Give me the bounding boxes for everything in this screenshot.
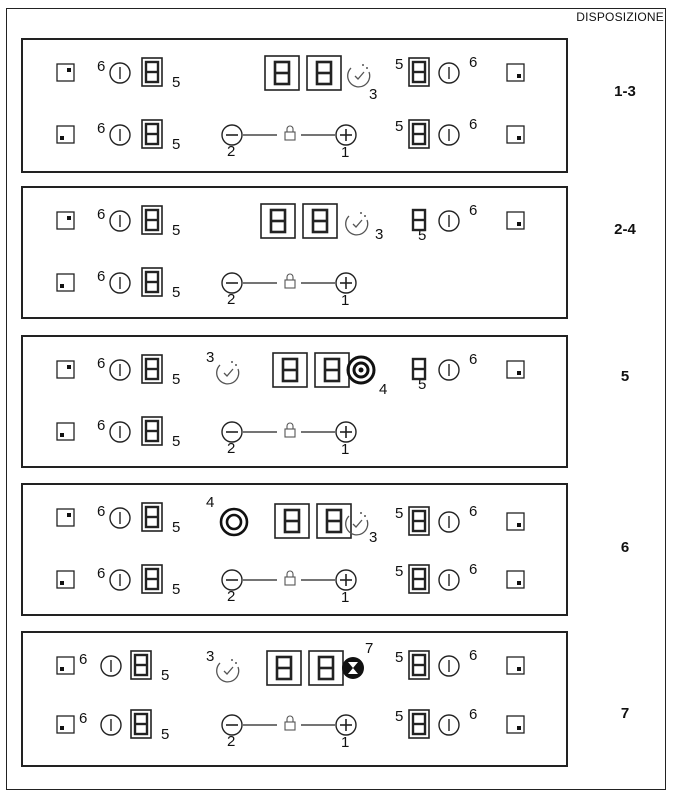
selector-dot-icon <box>60 581 64 585</box>
control-panel-p3 <box>21 335 568 468</box>
callout-number-2: 2 <box>227 143 236 160</box>
selector-dot-icon <box>517 523 521 527</box>
panel-label-p2: 2-4 <box>614 221 636 238</box>
callout-number-5: 5 <box>172 581 181 598</box>
selector-key-icon <box>507 571 524 588</box>
selector-dot-icon <box>67 513 71 517</box>
lock-shackle-icon <box>287 126 293 132</box>
lock-icon <box>285 429 295 437</box>
control-panel-p5 <box>21 631 568 767</box>
selector-key-icon <box>57 361 74 378</box>
callout-number-3: 3 <box>206 349 215 366</box>
selector-key-icon <box>507 716 524 733</box>
panel-label-p1: 1-3 <box>614 83 636 100</box>
callout-number-1: 1 <box>341 292 350 309</box>
selector-key-icon <box>507 212 524 229</box>
callout-number-6: 6 <box>97 503 106 520</box>
callout-number-6: 6 <box>97 206 106 223</box>
callout-number-6: 6 <box>469 54 478 71</box>
callout-number-2: 2 <box>227 588 236 605</box>
panel-elements <box>57 202 524 309</box>
callout-number-5: 5 <box>395 708 404 725</box>
panel-label-p3: 5 <box>620 368 630 385</box>
timer-dot-icon <box>360 212 362 214</box>
callout-number-5: 5 <box>172 222 181 239</box>
control-panel-drawing <box>23 337 570 470</box>
timer-check-icon <box>353 220 362 227</box>
callout-number-2: 2 <box>227 440 236 457</box>
callout-number-6: 6 <box>97 268 106 285</box>
callout-number-5: 5 <box>161 667 170 684</box>
callout-number-6: 6 <box>469 706 478 723</box>
lock-icon <box>285 722 295 730</box>
callout-number-1: 1 <box>341 441 350 458</box>
callout-number-1: 1 <box>341 734 350 751</box>
callout-number-6: 6 <box>97 58 106 75</box>
control-panel-p2 <box>21 186 568 319</box>
callout-number-1: 1 <box>341 589 350 606</box>
dual-zone-icon <box>221 509 247 535</box>
selector-key-icon <box>57 657 74 674</box>
lock-icon <box>285 577 295 585</box>
callout-number-6: 6 <box>79 710 88 727</box>
timer-check-icon <box>224 667 233 674</box>
timer-dot-icon <box>364 515 366 517</box>
selector-key-icon <box>57 571 74 588</box>
callout-number-7: 7 <box>365 640 374 657</box>
selector-key-icon <box>57 509 74 526</box>
callout-number-6: 6 <box>469 647 478 664</box>
selector-key-icon <box>507 513 524 530</box>
callout-number-3: 3 <box>375 226 384 243</box>
selector-dot-icon <box>517 371 521 375</box>
control-panel-drawing <box>23 633 570 769</box>
callout-number-2: 2 <box>227 291 236 308</box>
selector-key-icon <box>57 126 74 143</box>
callout-number-6: 6 <box>469 202 478 219</box>
callout-number-6: 6 <box>97 565 106 582</box>
selector-key-icon <box>507 361 524 378</box>
panel-elements <box>57 54 524 161</box>
callout-number-5: 5 <box>172 74 181 91</box>
timer-dot-icon <box>362 64 364 66</box>
callout-number-6: 6 <box>97 120 106 137</box>
callout-number-5: 5 <box>161 726 170 743</box>
selector-key-icon <box>507 126 524 143</box>
callout-number-1: 1 <box>341 144 350 161</box>
selector-dot-icon <box>517 667 521 671</box>
timer-check-icon <box>353 520 362 527</box>
callout-number-5: 5 <box>395 563 404 580</box>
callout-number-5: 5 <box>172 371 181 388</box>
callout-number-5: 5 <box>395 649 404 666</box>
panel-label-p4: 6 <box>620 539 630 556</box>
selector-dot-icon <box>60 284 64 288</box>
callout-number-6: 6 <box>469 561 478 578</box>
selector-dot-icon <box>517 581 521 585</box>
selector-dot-icon <box>517 726 521 730</box>
callout-number-3: 3 <box>369 86 378 103</box>
callout-number-4: 4 <box>379 381 388 398</box>
selector-dot-icon <box>67 365 71 369</box>
callout-number-5: 5 <box>418 376 427 393</box>
selector-key-icon <box>507 657 524 674</box>
selector-dot-icon <box>67 68 71 72</box>
callout-number-5: 5 <box>395 505 404 522</box>
timer-dot-icon <box>235 662 237 664</box>
selector-key-icon <box>57 274 74 291</box>
callout-number-6: 6 <box>97 355 106 372</box>
panel-label-p5: 7 <box>620 705 630 722</box>
selector-key-icon <box>57 423 74 440</box>
callout-number-6: 6 <box>469 116 478 133</box>
diagram-heading: DISPOSIZIONE <box>576 10 664 24</box>
lock-icon <box>285 280 295 288</box>
selector-dot-icon <box>60 433 64 437</box>
panel-elements <box>57 349 524 458</box>
selector-dot-icon <box>517 136 521 140</box>
selector-dot-icon <box>60 726 64 730</box>
selector-dot-icon <box>60 136 64 140</box>
timer-check-icon <box>355 72 364 79</box>
callout-number-5: 5 <box>172 519 181 536</box>
lock-shackle-icon <box>287 716 293 722</box>
callout-number-3: 3 <box>206 648 215 665</box>
dual-zone-inner-icon <box>227 515 241 529</box>
control-panel-drawing <box>23 40 570 175</box>
callout-number-6: 6 <box>469 351 478 368</box>
timer-check-icon <box>224 369 233 376</box>
callout-number-5: 5 <box>418 227 427 244</box>
panel-elements <box>57 640 524 751</box>
control-panel-drawing <box>23 485 570 618</box>
selector-key-icon <box>57 212 74 229</box>
selector-dot-icon <box>67 216 71 220</box>
callout-number-5: 5 <box>172 433 181 450</box>
callout-number-6: 6 <box>469 503 478 520</box>
callout-number-6: 6 <box>97 417 106 434</box>
timer-dot-icon <box>364 215 366 217</box>
timer-dot-icon <box>235 364 237 366</box>
selector-dot-icon <box>517 74 521 78</box>
selector-key-icon <box>57 716 74 733</box>
callout-number-6: 6 <box>79 651 88 668</box>
callout-number-5: 5 <box>172 284 181 301</box>
timer-dot-icon <box>231 361 233 363</box>
timer-dot-icon <box>366 67 368 69</box>
lock-icon <box>285 132 295 140</box>
control-panel-p1 <box>21 38 568 173</box>
dual-zone-center-icon <box>359 368 364 373</box>
callout-number-5: 5 <box>395 118 404 135</box>
callout-number-3: 3 <box>369 529 378 546</box>
lock-shackle-icon <box>287 274 293 280</box>
callout-number-5: 5 <box>172 136 181 153</box>
keep-warm-icon <box>342 657 364 679</box>
callout-number-4: 4 <box>206 494 215 511</box>
panel-elements <box>57 494 524 606</box>
selector-key-icon <box>57 64 74 81</box>
callout-number-2: 2 <box>227 733 236 750</box>
control-panel-drawing <box>23 188 570 321</box>
selector-dot-icon <box>517 222 521 226</box>
selector-key-icon <box>507 64 524 81</box>
control-panel-p4 <box>21 483 568 616</box>
timer-dot-icon <box>360 512 362 514</box>
lock-shackle-icon <box>287 423 293 429</box>
timer-dot-icon <box>231 659 233 661</box>
lock-shackle-icon <box>287 571 293 577</box>
callout-number-5: 5 <box>395 56 404 73</box>
selector-dot-icon <box>60 667 64 671</box>
